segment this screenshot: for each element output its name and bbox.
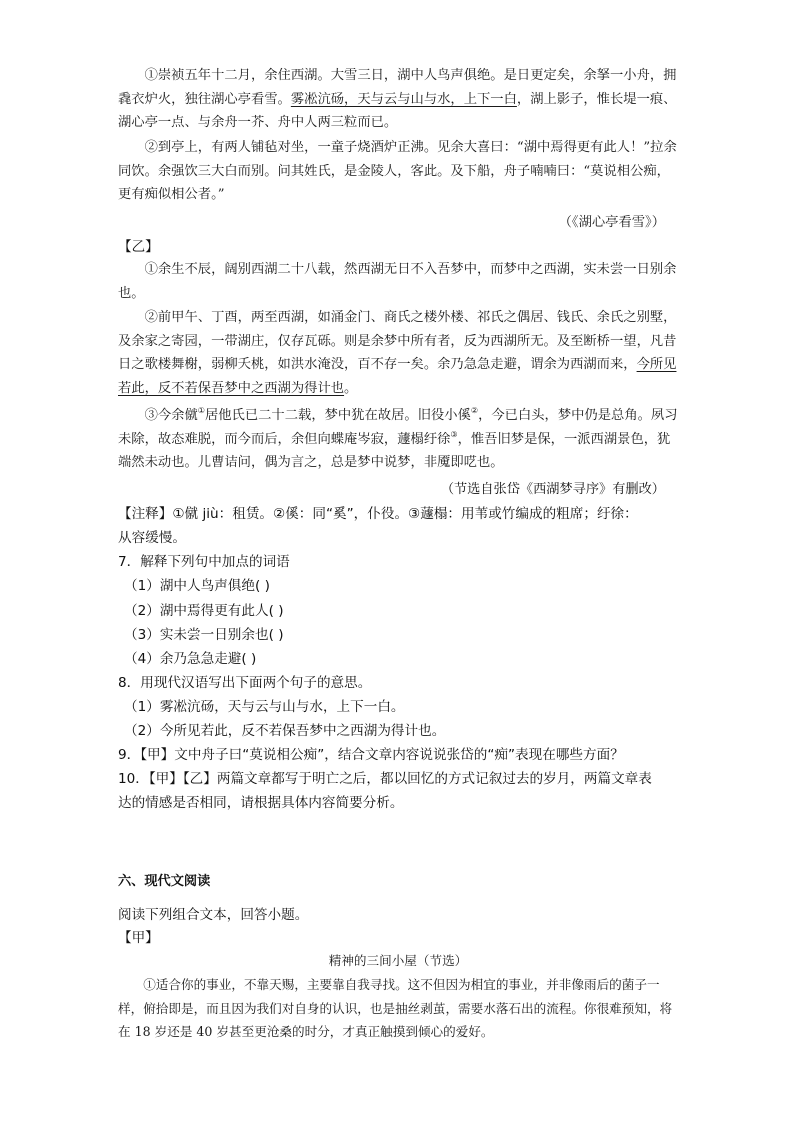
- yi-p3-text-a: ③今余僦: [144, 408, 198, 423]
- question-10-line-1: 10．【甲】【乙】两篇文章都写于明亡之后，都以回忆的方式记叙过去的岁月，两篇文章表: [118, 771, 652, 787]
- jia-p1-underlined: 雾凇沆砀，天与云与山与水，上下一白: [290, 91, 517, 107]
- question-8-item-1: （1）雾凇沆砀，天与云与山与水，上下一白。: [124, 699, 405, 715]
- question-10-line-2: 达的情感是否相同，请根据具体内容简要分析。: [118, 795, 404, 811]
- jia-p1-text: ①崇祯五年十二月，余住西湖。大雪三日，湖中人鸟声俱绝。是日更定矣，余拏一小舟，拥毳衣炉火，独往湖心亭看雪。: [118, 68, 677, 107]
- question-8: 8．用现代汉语写出下面两个句子的意思。: [118, 675, 372, 691]
- yi-p2-underlined: 今所见若此，反不若保吾梦中之西湖为得计也: [118, 357, 677, 396]
- yi-p2-text-end: 。: [344, 380, 358, 396]
- question-7-item-4: （4）余乃急急走避( ): [124, 651, 257, 667]
- yi-paragraph-1: ①余生不辰，阔别西湖二十八载，然西湖无日不入吾梦中，而梦中之西湖，实未尝一日别余也。: [118, 262, 677, 301]
- essay-paragraph-1: ①适合你的事业，不靠天赐，主要靠自我寻找。这不但因为相宜的事业，并非像雨后的菌子一样，俯拾即是，而且因为我们对自身的认识，也是抽丝剥茧，需要水落石出的流程。你很难预知，将在 18 岁还是 40 岁甚至更沧桑的时分，才真正触摸到倾心的爱好。: [118, 977, 673, 1039]
- yi-source: （节选自张岱《西湖梦寻序》有删改）: [440, 482, 665, 497]
- section-6-heading: 六、现代文阅读: [118, 874, 211, 889]
- question-7: 7．解释下列句中加点的词语: [118, 554, 290, 570]
- section-6-instruction: 阅读下列组合文本，回答小题。: [118, 907, 309, 923]
- question-7-item-1: （1）湖中人鸟声俱绝( ): [124, 578, 270, 594]
- jia-source: （《湖心亭看雪》）: [558, 215, 665, 230]
- yi-p3-text-b: 居他氏已二十二载，梦中犹在故居。旧役小傒: [204, 408, 471, 423]
- yi-p3-text-d: ，惟吾旧梦是保，一派西湖景色，犹端然未动也。儿曹诘问，偶为言之，总是梦中说梦，非魇即呓也。: [118, 431, 671, 471]
- yi-p3-text-c: ，今已白头，梦中仍是总角。夙习未除，故态难脱，而今而后，余但向蝶庵岑寂，蘧榻纡徐: [118, 408, 678, 447]
- jia-paragraph-1: [118, 64, 678, 135]
- question-7-item-3: （3）实未尝一日别余也( ): [124, 627, 284, 643]
- jia-paragraph-2: ②到亭上，有两人铺毡对坐，一童子烧酒炉正沸。见余大喜曰：“湖中焉得更有此人！”拉余同饮。余强饮三大白而别。问其姓氏，是金陵人，客此。及下船，舟子喃喃曰：“莫说相公痴，更有痴似相公者。”: [118, 140, 677, 203]
- question-7-item-2: （2）湖中焉得更有此人( ): [124, 603, 284, 619]
- notes-line-1: 【注释】①僦 jiù：租赁。②傒：同“奚”，仆役。③蘧榻：用苇或竹编成的粗席；纡徐：: [118, 506, 638, 522]
- note-marker-1: ①: [197, 406, 205, 415]
- question-9: 9．【甲】文中舟子曰“莫说相公痴”，结合文章内容说说张岱的“痴”表现在哪些方面？: [118, 747, 624, 763]
- jia-p1-text-end: ，湖上影子，惟长堤一痕、湖心亭一点、与余舟一芥、舟中人两三粒而已。: [118, 91, 677, 131]
- yi-paragraph-2: [118, 306, 678, 400]
- question-8-item-2: （2）今所见若此，反不若保吾梦中之西湖为得计也。: [124, 723, 446, 739]
- yi-paragraph-3: [118, 404, 678, 475]
- notes-line-2: 从容缓慢。: [118, 530, 186, 546]
- yi-p2-text: ②前甲午、丁酉，两至西湖，如涌金门、商氏之楼外楼、祁氏之偶居、钱氏、余氏之别墅，及余家之寄园，一带湖庄，仅存瓦砾。则是余梦中所有者，反为西湖所无。及至断桥一望，凡昔日之歌楼舞榭，弱柳夭桃，如洪水淹没，百不存一矣。余乃急急走避，谓余为西湖而来，: [118, 310, 677, 373]
- note-marker-2: ②: [470, 406, 479, 415]
- essay-title: 精神的三间小屋（节选）: [328, 953, 468, 968]
- section-6-jia-label: 【甲】: [118, 930, 159, 946]
- note-marker-3: ③: [450, 429, 458, 439]
- yi-label: 【乙】: [118, 239, 159, 255]
